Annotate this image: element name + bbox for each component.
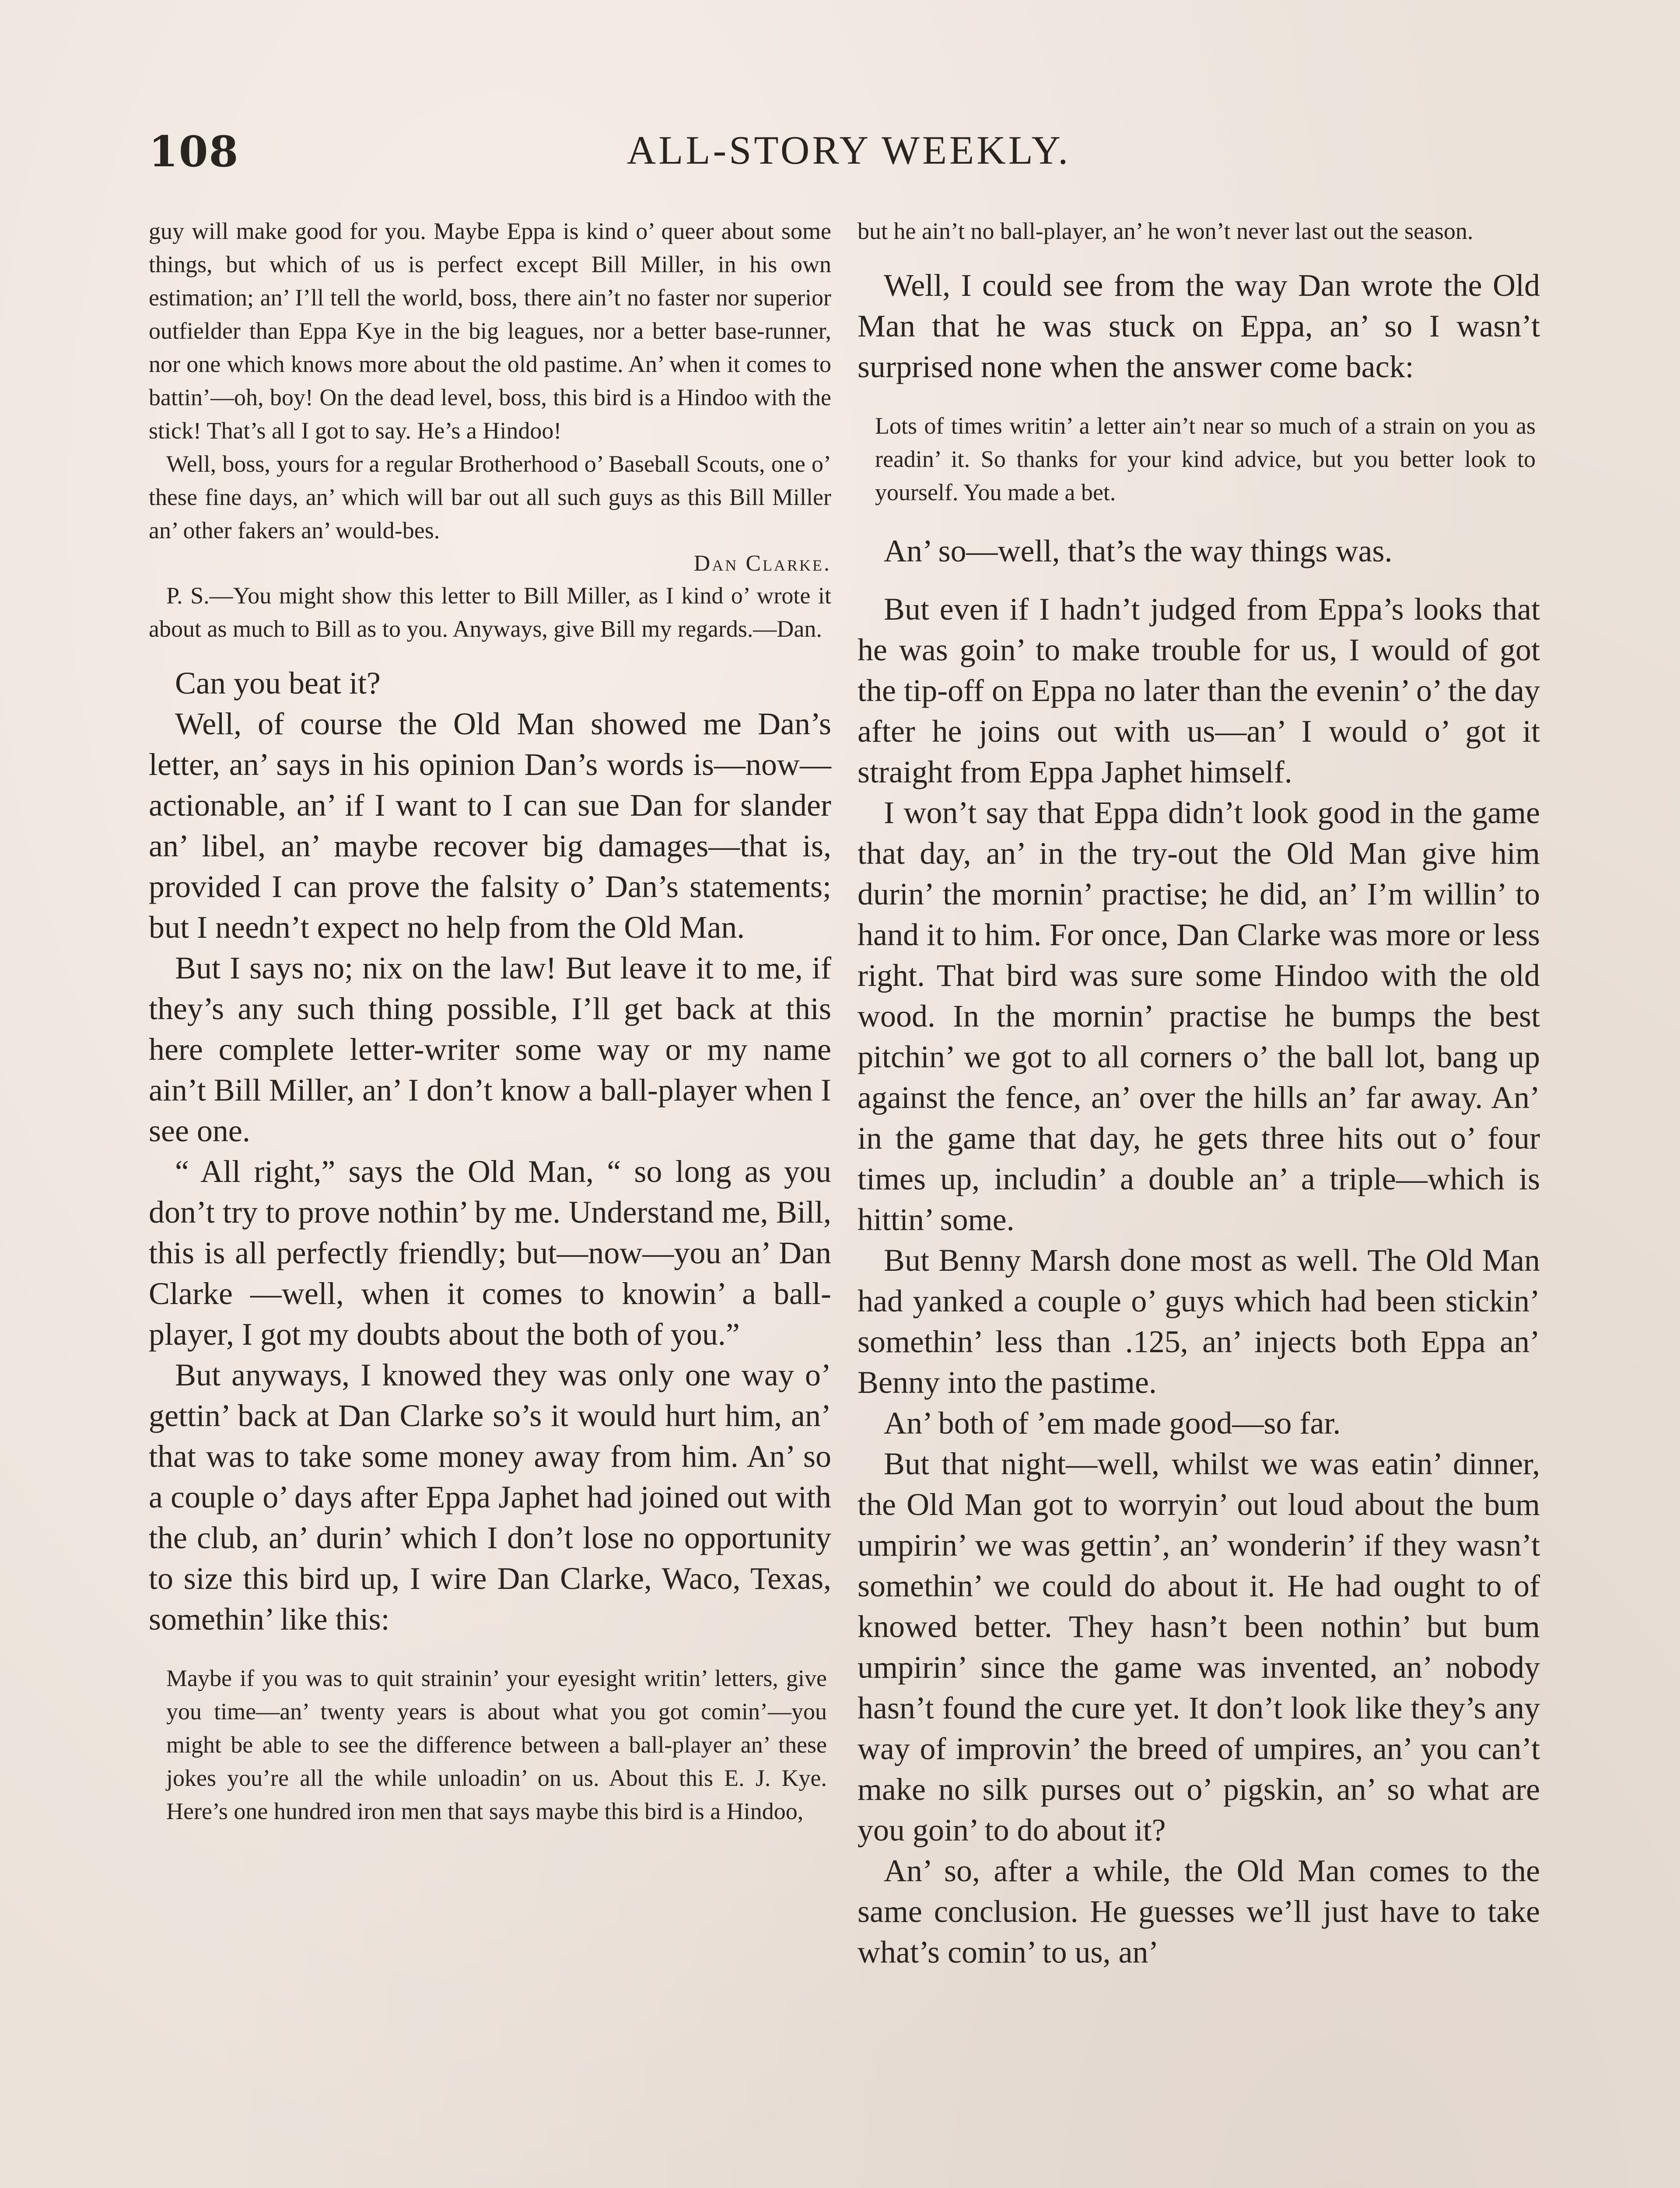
reply-paragraph: Lots of times writin’ a letter ain’t near so much of a strain on you as readin’ it. So thanks for your kind advice, but you better look to yourself. You made a bet. [875,413,1536,505]
story-paragraph: But I says no; nix on the law! But leave it to me, if they’s any such thing possible, I’ll get back at this here complete letter-writer some way or my name ain’t Bill Miller, an’ I don’t know a ball-player when I see one. [149,950,831,1148]
letter-paragraph: guy will make good for you. Maybe Eppa is kind o’ queer about some things, but which of us is perfect except Bill Miller, in his own estimation; an’ I’ll tell the world, boss, there ain’t no faster nor superior outfielder than Eppa Kye in the big leagues, nor a better base-runner, nor one which knows more about the old pastime. An’ when it comes to battin’—oh, boy! On the dead level, boss, this bird is a Hindoo with the stick! That’s all I got to say. He’s a Hindoo! [149,218,831,444]
letter-tail [149,214,831,547]
story-paragraph: “ All right,” says the Old Man, “ so long as you don’t try to prove nothin’ by me. Understand me, Bill, this is all perfectly friendly; but—now—you an’ Dan Clarke —well, when it comes to knowin’ a ball-player, I got my doubts about the both of you.” [149,1154,831,1352]
story-paragraph: But Benny Marsh done most as well. The Old Man had yanked a couple o’ guys which had been stickin’ somethin’ less than .125, an’ injects both Eppa an’ Benny into the pastime. [858,1243,1540,1400]
story-paragraph: Well, I could see from the way Dan wrote the Old Man that he was stuck on Eppa, an’ so I wasn’t surprised none when the answer come back: [858,268,1540,384]
page-number: 108 [149,127,239,176]
running-head: ALL-STORY WEEKLY. [626,128,1071,172]
telegram-end: but he ain’t no ball-player, an’ he won’t never last out the season. [858,218,1474,244]
right-column [858,214,1540,1973]
letter-paragraph: Well, boss, yours for a regular Brotherhood o’ Baseball Scouts, one o’ these fine days, an’ which will bar out all such guys as this Bill Miller an’ other fakers an’ would-bes. [149,451,831,543]
story-paragraph: An’ so—well, that’s the way things was. [884,533,1393,568]
reply-telegram [858,409,1540,509]
story-text [858,265,1540,387]
telegram-continued [858,214,1540,248]
story-paragraph: Well, of course the Old Man showed me Dan’s letter, an’ says in his opinion Dan’s words is—now—actionable, an’ if I want to I can sue Dan for slander an’ libel, an’ maybe recover big damages—that is, provided I can prove the falsity o’ Dan’s statements; but I needn’t expect no help from the Old Man. [149,706,831,945]
telegram-paragraph: Maybe if you was to quit strainin’ your eyesight writin’ letters, give you time—an’ twenty years is about what you got comin’—you might be able to see the difference between a ball-player an’ these jokes you’re all the while unloadin’ on us. About this E. J. Kye. Here’s one hundred iron men that says maybe this bird is a Hindoo, [166,1665,827,1824]
signature: Dan Clarke. [693,551,831,576]
story-paragraph: But anyways, I knowed they was only one way o’ gettin’ back at Dan Clarke so’s it would hurt him, an’ that was to take some money away from him. An’ so a couple o’ days after Eppa Japhet had joined out with the club, an’ durin’ which I don’t lose no opportunity to size this bird up, I wire Dan Clarke, Waco, Texas, somethin’ like this: [149,1357,831,1637]
story-paragraph: But even if I hadn’t judged from Eppa’s looks that he was goin’ to make trouble for us, I would of got the tip-off on Eppa no later than the evenin’ o’ the day after he joins out with us—an’ I would o’ got it straight from Eppa Japhet himself. [858,592,1540,789]
story-text-continued [858,531,1540,1973]
telegram-text [149,1662,831,1828]
story-paragraph: I won’t say that Eppa didn’t look good in the game that day, an’ in the try-out the Old Man give him durin’ the mornin’ practise; he did, an’ I’m willin’ to hand it to him. For once, Dan Clarke was more or less right. That bird was sure some Hindoo with the old wood. In the mornin’ practise he bumps the best pitchin’ we got to all corners o’ the ball lot, bang up against the fence, an’ over the hills an’ far away. An’ in the game that day, he gets three hits out o’ four times up, includin’ a double an’ a triple—which is hittin’ some. [858,795,1540,1237]
story-paragraph: But that night—well, whilst we was eatin’ dinner, the Old Man got to worryin’ out loud about the bum umpirin’ we was gettin’, an’ wonderin’ if they wasn’t somethin’ we could do about it. He had ought to of knowed better. They hasn’t been nothin’ but bum umpirin’ since the game was invented, an’ nobody hasn’t found the cure yet. It don’t look like they’s any way of improvin’ the breed of umpires, an’ you can’t make no silk purses out o’ pigskin, an’ so what are you goin’ to do about it? [858,1446,1540,1848]
story-text [149,663,831,1640]
postscript: P. S.—You might show this letter to Bill Miller, as I kind o’ wrote it about as much to Bill as to you. Anyways, give Bill my regards.—Dan. [149,582,831,642]
story-paragraph: Can you beat it? [175,666,381,701]
story-paragraph: An’ so, after a while, the Old Man comes to the same conclusion. He guesses we’ll just have to take what’s comin’ to us, an’ [858,1853,1540,1970]
story-paragraph: An’ both of ’em made good—so far. [884,1406,1341,1441]
page-header [149,127,1549,188]
left-column [149,214,831,1850]
